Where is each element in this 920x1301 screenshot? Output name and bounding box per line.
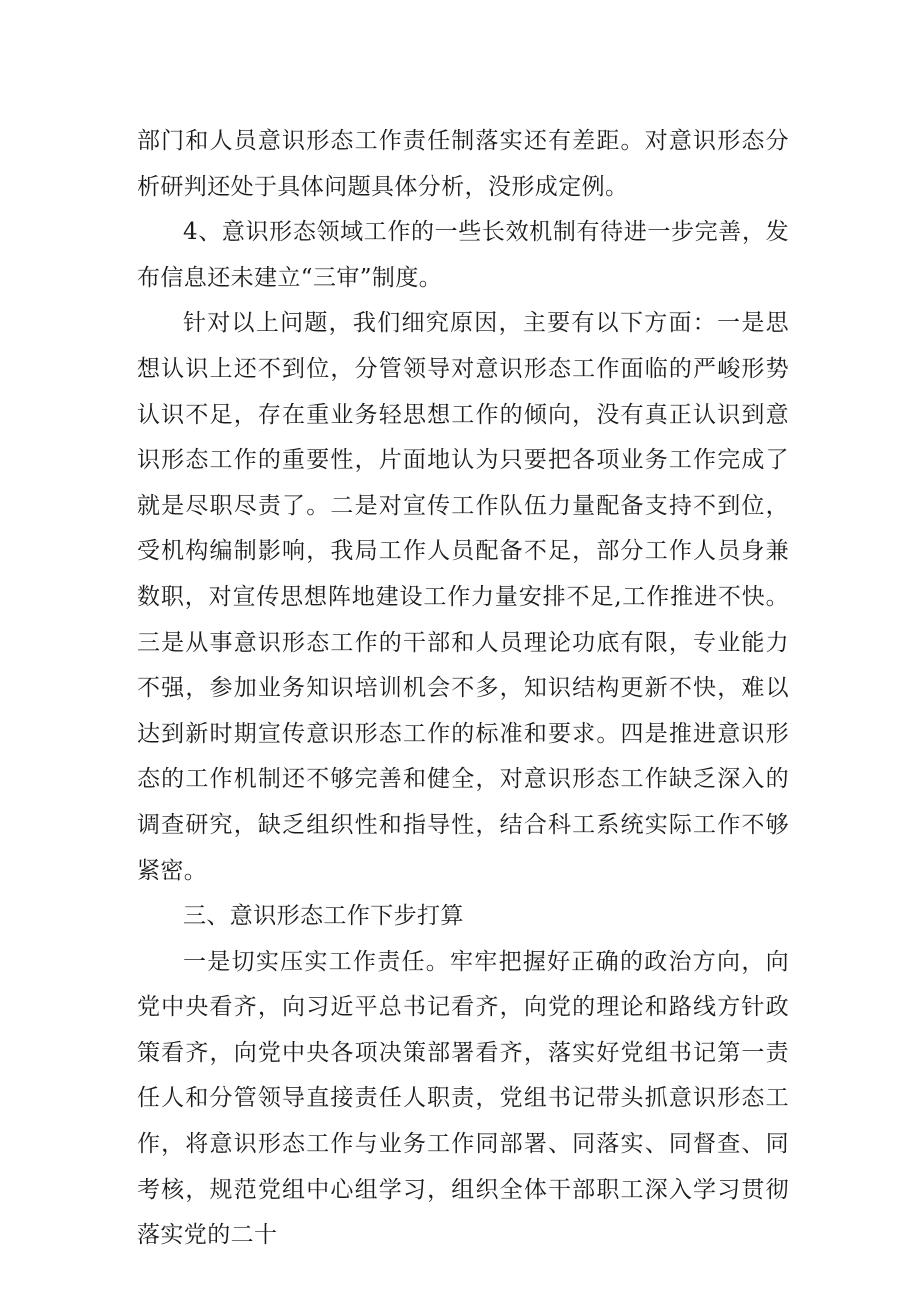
section-heading-next-steps: 三、意识形态工作下步打算 <box>183 903 464 930</box>
paragraph-responsibility: 一是切实压实工作责任。牢牢把握好正确的政治方向，向党中央看齐，向习近平总书记看齐，向党的理论和路线方针政策看齐，向党中央各项决策部署看齐，落实好党组书记第一责任人和分管领导直接责任人职责，党组书记带头抓意识形态工作，将意识形态工作与业务工作同部署、同落实、同督查、同考核，规范党组中心组学习，组织全体干部职工深入学习贯彻落实党的二十 <box>137 948 789 1249</box>
document-body <box>137 119 789 1259</box>
paragraph-item-4: 4、意识形态领域工作的一些长效机制有待进一步完善，发布信息还未建立“三审”制度。 <box>137 219 789 291</box>
paragraph-causes: 针对以上问题，我们细究原因，主要有以下方面：一是思想认识上还不到位，分管领导对意识形态工作面临的严峻形势认识不足，存在重业务轻思想工作的倾向，没有真正认识到意识形态工作的重要性，片面地认为只要把各项业务工作完成了就是尽职尽责了。二是对宣传工作队伍力量配备支持不到位，受机构编制影响，我局工作人员配备不足，部分工作人员身兼数职，对宣传思想阵地建设工作力量安排不足,工作推进不快。三是从事意识形态工作的干部和人员理论功底有限，专业能力不强，参加业务知识培训机会不多，知识结构更新不快，难以达到新时期宣传意识形态工作的标准和要求。四是推进意识形态的工作机制还不够完善和健全，对意识形态工作缺乏深入的调查研究，缺乏组织性和指导性，结合科工系统实际工作不够紧密。 <box>137 310 789 884</box>
paragraph-continuation: 部门和人员意识形态工作责任制落实还有差距。对意识形态分析研判还处于具体问题具体分析，没形成定例。 <box>137 128 789 200</box>
